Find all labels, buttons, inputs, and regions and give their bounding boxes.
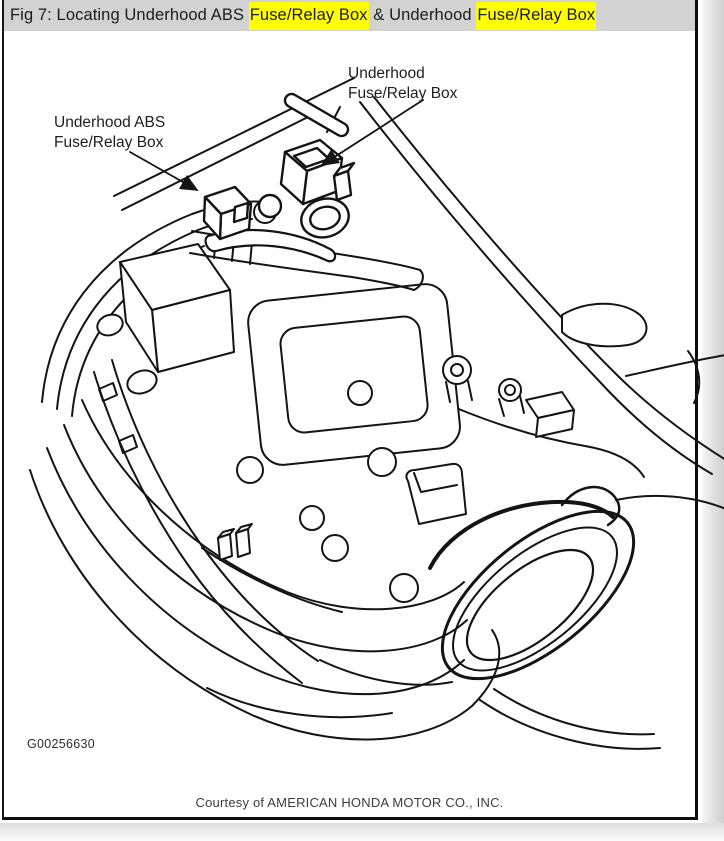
underhood-abs-box-label-line2: Fuse/Relay Box <box>54 133 164 151</box>
underhood-box-label-line1: Underhood <box>348 65 425 82</box>
courtesy-line: Courtesy of AMERICAN HONDA MOTOR CO., INC. <box>195 795 504 810</box>
highlighted-term-1: Fuse/Relay Box <box>249 2 369 30</box>
highlighted-term-2: Fuse/Relay Box <box>476 2 596 30</box>
underhood-abs-box-label-line1: Underhood ABS <box>54 114 166 131</box>
figure-title-middle: & Underhood <box>368 6 477 24</box>
leader-arrows <box>130 100 423 190</box>
figure-code: G00256630 <box>27 737 96 751</box>
figure-frame <box>2 0 698 820</box>
underhood-box-label <box>348 64 457 103</box>
abs-fuse-relay-box-drawing <box>204 187 251 239</box>
figure-title-prefix: Fig 7: Locating Underhood ABS <box>10 6 249 24</box>
right-fender-lines <box>616 351 724 509</box>
underhood-abs-box-label <box>54 113 165 152</box>
engine-bay-diagram <box>4 31 695 817</box>
underhood-box-label-line2: Fuse/Relay Box <box>348 84 458 102</box>
engine-components <box>94 201 646 685</box>
